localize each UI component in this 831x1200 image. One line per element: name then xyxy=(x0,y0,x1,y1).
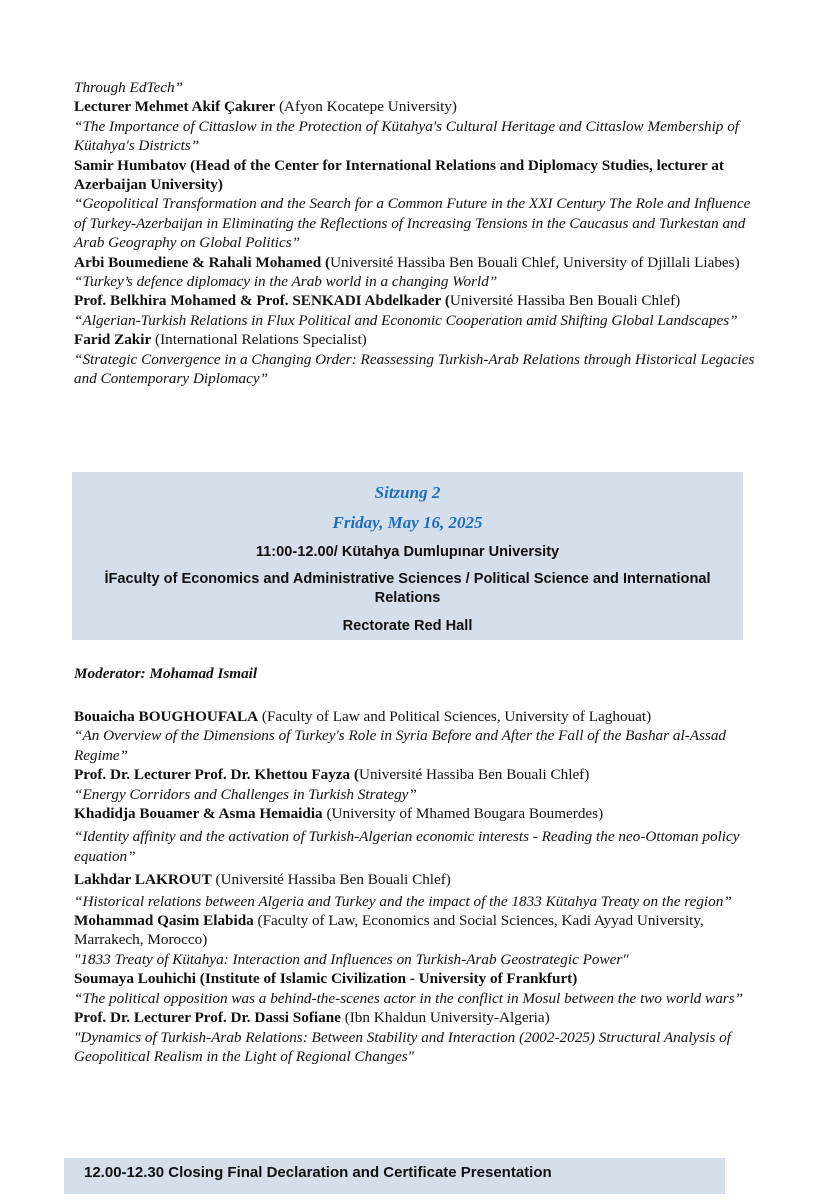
talk-title: “The Importance of Cittaslow in the Protection of Kütahya's Cultural Heritage and Cittaslow Membership of Kütahya's Districts” xyxy=(74,117,740,155)
speaker-name: Arbi Boumediene & Rahali Mohamed ( xyxy=(74,253,331,271)
speaker-affiliation: (Faculty of Law and Political Sciences, University of Laghouat) xyxy=(258,708,652,725)
speaker-name: Prof. Belkhira Mohamed & Prof. SENKADI Abdelkader ( xyxy=(74,292,450,310)
session-number: Sitzung 2 xyxy=(374,483,441,502)
talk-title: “Turkey’s defence diplomacy in the Arab world in a changing World” xyxy=(74,273,498,291)
speaker-line xyxy=(74,291,764,310)
talk-title: “Energy Corridors and Challenges in Turkish Strategy” xyxy=(74,785,417,803)
talk-title: "Dynamics of Turkish-Arab Relations: Between Stability and Interaction (2002-2025) Structural Analysis of Geopolitical Realism in the Light of Regional Changes" xyxy=(74,1028,731,1065)
speaker-affiliation: (Afyon Kocatepe University) xyxy=(275,98,457,116)
talk-title: “Geopolitical Transformation and the Search for a Common Future in the XXI Century The Role and Influence of Turkey-Azerbaijan in Eliminating the Reflections of Increasing Tensions in the Caucasus and Turkestan and Arab Geography on Global Politics” xyxy=(74,195,751,252)
speaker-line xyxy=(74,969,764,988)
speaker-name: Lakhdar LAKROUT xyxy=(74,871,212,889)
session-date: Friday, May 16, 2025 xyxy=(332,513,483,532)
talk-title: “Algerian-Turkish Relations in Flux Political and Economic Cooperation amid Shifting Global Landscapes” xyxy=(74,311,738,329)
speaker-name: Khadidja Bouamer & Asma Hemaidia xyxy=(74,805,323,823)
speaker-affiliation: (International Relations Specialist) xyxy=(151,331,367,349)
speaker-name: Lecturer Mehmet Akif Çakırer xyxy=(74,98,276,116)
speaker-name: Bouaicha BOUGHOUFALA xyxy=(74,708,259,725)
talk-title: “Historical relations between Algeria and Turkey and the impact of the 1833 Kütahya Treaty on the region” xyxy=(74,892,732,910)
talk-title: “The political opposition was a behind-the-scenes actor in the conflict in Mosul between the two world wars” xyxy=(74,989,744,1007)
speaker-name: Farid Zakir xyxy=(74,331,152,349)
speaker-name: Mohammad Qasim Elabida xyxy=(74,912,254,930)
speaker-affiliation: (University of Mhamed Bougara Boumerdes) xyxy=(322,805,604,823)
speaker-affiliation: Université Hassiba Ben Bouali Chlef) xyxy=(449,292,681,310)
speaker-affiliation: Université Hassiba Ben Bouali Chlef) xyxy=(359,766,590,784)
talk-title: "1833 Treaty of Kütahya: Interaction and Influences on Turkish-Arab Geostrategic Power" xyxy=(74,950,629,968)
speaker-line xyxy=(74,870,764,889)
speaker-name: Prof. Dr. Lecturer Prof. Dr. Khettou Fayza ( xyxy=(74,766,359,784)
speaker-affiliation: (Faculty of Law, Economics and Social Sciences, Kadi Ayyad University, Marrakech, Morocco) xyxy=(74,912,704,949)
session-faculty: İFaculty of Economics and Administrative Sciences / Political Science and International Relations xyxy=(104,571,711,606)
speaker-line xyxy=(74,765,764,784)
session-hall: Rectorate Red Hall xyxy=(342,618,473,634)
speaker-affiliation: (Ibn Khaldun University-Algeria) xyxy=(340,1009,550,1027)
talk-title: “An Overview of the Dimensions of Turkey's Role in Syria Before and After the Fall of the Bashar al-Assad Regime” xyxy=(74,727,727,764)
moderator: Moderator: Mohamad Ismail xyxy=(74,665,258,682)
speaker-affiliation: (Université Hassiba Ben Bouali Chlef) xyxy=(211,871,451,889)
closing-banner: 12.00-12.30 Closing Final Declaration and Certificate Presentation xyxy=(64,1158,725,1194)
speaker-line xyxy=(74,707,764,726)
speaker-line xyxy=(74,911,764,950)
speaker-line xyxy=(74,97,764,116)
talk-title: “Strategic Convergence in a Changing Order: Reassessing Turkish-Arab Relations through Historical Legacies and Contemporary Diplomacy” xyxy=(74,350,755,388)
speaker-line xyxy=(74,156,764,195)
speaker-affiliation: Université Hassiba Ben Bouali Chlef, University of Djillali Liabes) xyxy=(330,253,740,271)
session1-list xyxy=(74,78,764,389)
speaker-line xyxy=(74,1008,764,1027)
talk-title: “Identity affinity and the activation of Turkish-Algerian economic interests - Reading the neo-Ottoman policy equation” xyxy=(74,828,740,865)
speaker-line xyxy=(74,330,764,349)
speaker-line xyxy=(74,804,764,823)
speaker-name: Soumaya Louhichi (Institute of Islamic Civilization - University of Frankfurt) xyxy=(74,970,578,988)
session-time-place: 11:00-12.00/ Kütahya Dumlupınar University xyxy=(255,544,560,560)
speaker-name: Samir Humbatov (Head of the Center for International Relations and Diplomacy Studies, lecturer at Azerbaijan University) xyxy=(74,156,724,194)
session-banner xyxy=(72,472,743,640)
speaker-name: Prof. Dr. Lecturer Prof. Dr. Dassi Sofiane xyxy=(74,1009,341,1027)
talk-title: Through EdTech” xyxy=(74,79,184,96)
speaker-line xyxy=(74,253,764,272)
session2-list xyxy=(74,707,764,1066)
